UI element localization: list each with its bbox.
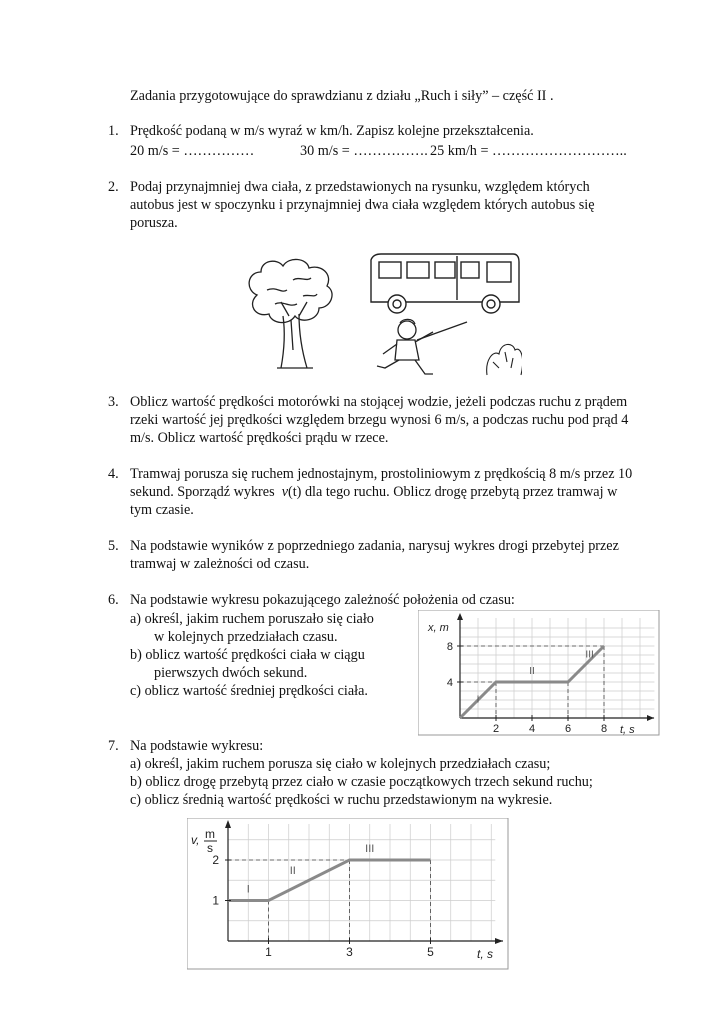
y-tick-label: 8 [446,641,453,653]
task-2-line-2: autobus jest w spoczynku i przynajmniej dwa ciała względem których autobus się [130,197,595,213]
x-axis-label: t, s [620,724,635,736]
y-axis-unit-bottom: s [207,841,213,855]
task-6-number: 6. [108,592,119,608]
task-2-line-1: Podaj przynajmniej dwa ciała, z przedstawionych na rysunku, względem których [130,179,590,195]
task-7-b: b) oblicz drogę przebytą przez ciało w czasie początkowych trzech sekund ruchu; [130,774,593,790]
task-4-line-3: tym czasie. [130,502,194,518]
task-1-blank-a: 20 m/s = …………… [130,143,255,159]
task-1-text: Prędkość podaną w m/s wyraź w km/h. Zapisz kolejne przekształcenia. [130,123,534,139]
y-axis-unit-top: m [205,827,215,841]
task-4-number: 4. [108,466,119,482]
task-1-blank-b: 30 m/s = ……………. [300,143,428,159]
y-tick-label: 2 [212,853,219,867]
segment-label: II [289,865,296,878]
task-4-line-2-start: sekund. Sporządź wykres [130,484,282,500]
task-5-line-2: tramwaj w zależności od czasu. [130,556,310,572]
velocity-symbol: v [281,484,289,500]
task-6-a-line-2: w kolejnych przedziałach czasu. [154,629,338,645]
x-tick-label: 8 [600,723,608,735]
task-6-b-line-1: b) oblicz wartość prędkości ciała w ciągu [130,647,365,663]
tree-icon [249,259,332,368]
x-tick-label: 5 [427,945,434,959]
x-tick-label: 1 [265,945,272,959]
bush-icon [487,344,522,375]
x-tick-label: 4 [528,723,536,735]
page-title: Zadania przygotowujące do sprawdzianu z działu „Ruch i siły” – część II . [130,88,554,104]
y-tick-label: 1 [212,893,219,908]
segment-label: I [246,883,250,896]
y-axis-label: v, [191,833,200,847]
task-7-line-1: Na podstawie wykresu: [130,738,264,754]
x-tick-label: 2 [492,723,500,735]
task-5-line-1: Na podstawie wyników z poprzedniego zadania, narysuj wykres drogi przebytej przez [130,538,619,554]
graph-frame [418,610,659,735]
task-2-number: 2. [108,179,119,195]
position-time-graph [418,610,660,736]
x-axis-label: t, s [477,947,494,961]
x-tick-label: 6 [564,723,572,735]
task-6-c-line-1: c) oblicz wartość średniej prędkości ciała. [130,683,368,699]
task-4-line-1: Tramwaj porusza się ruchem jednostajnym, prostoliniowym z prędkością 8 m/s przez 10 [130,466,633,482]
y-tick-label: 4 [446,677,453,689]
task-5-number: 5. [108,538,119,554]
segment-label: III [365,842,375,855]
task-3-line-1: Oblicz wartość prędkości motorówki na stojącej wodzie, jeżeli podczas ruchu z prądem [130,394,628,410]
y-axis-label: x, m [428,622,449,634]
bus-icon [371,254,519,313]
task-4-line-2-end: (t) dla tego ruchu. Oblicz drogę przebytą przez tramwaj w [288,484,618,500]
task-6-line-1: Na podstawie wykresu pokazującego zależność położenia od czasu: [130,592,515,608]
task-4-line-2 [130,483,617,501]
task-7-c: c) oblicz średnią wartość prędkości w ruchu przedstawionym na wykresie. [130,792,553,808]
segment-label: II [529,665,535,677]
task-3-line-2: rzeki wartość jej prędkości względem brzegu wynosi 6 m/s, a podczas ruchu pod prąd 4 [130,412,629,428]
velocity-time-graph [187,818,509,970]
running-boy-icon [377,319,467,374]
segment-label: III [585,649,594,661]
tree-bus-boy-illustration [237,250,522,380]
task-1-number: 1. [108,123,119,139]
x-tick-label: 3 [346,945,353,959]
task-1-blank-c: 25 km/h = ……………………….. [430,143,627,159]
segment-label: I [476,694,480,706]
task-3-number: 3. [108,394,119,410]
task-3-line-3: m/s. Oblicz wartość prędkości prądu w rzece. [130,430,389,446]
task-6-a-line-1: a) określ, jakim ruchem poruszało się ciało [130,611,374,627]
task-7-a: a) określ, jakim ruchem porusza się ciało w kolejnych przedziałach czasu; [130,756,551,772]
task-7-number: 7. [108,738,119,754]
task-2-line-3: porusza. [130,215,178,231]
task-6-b-line-2: pierwszych dwóch sekund. [154,665,308,681]
